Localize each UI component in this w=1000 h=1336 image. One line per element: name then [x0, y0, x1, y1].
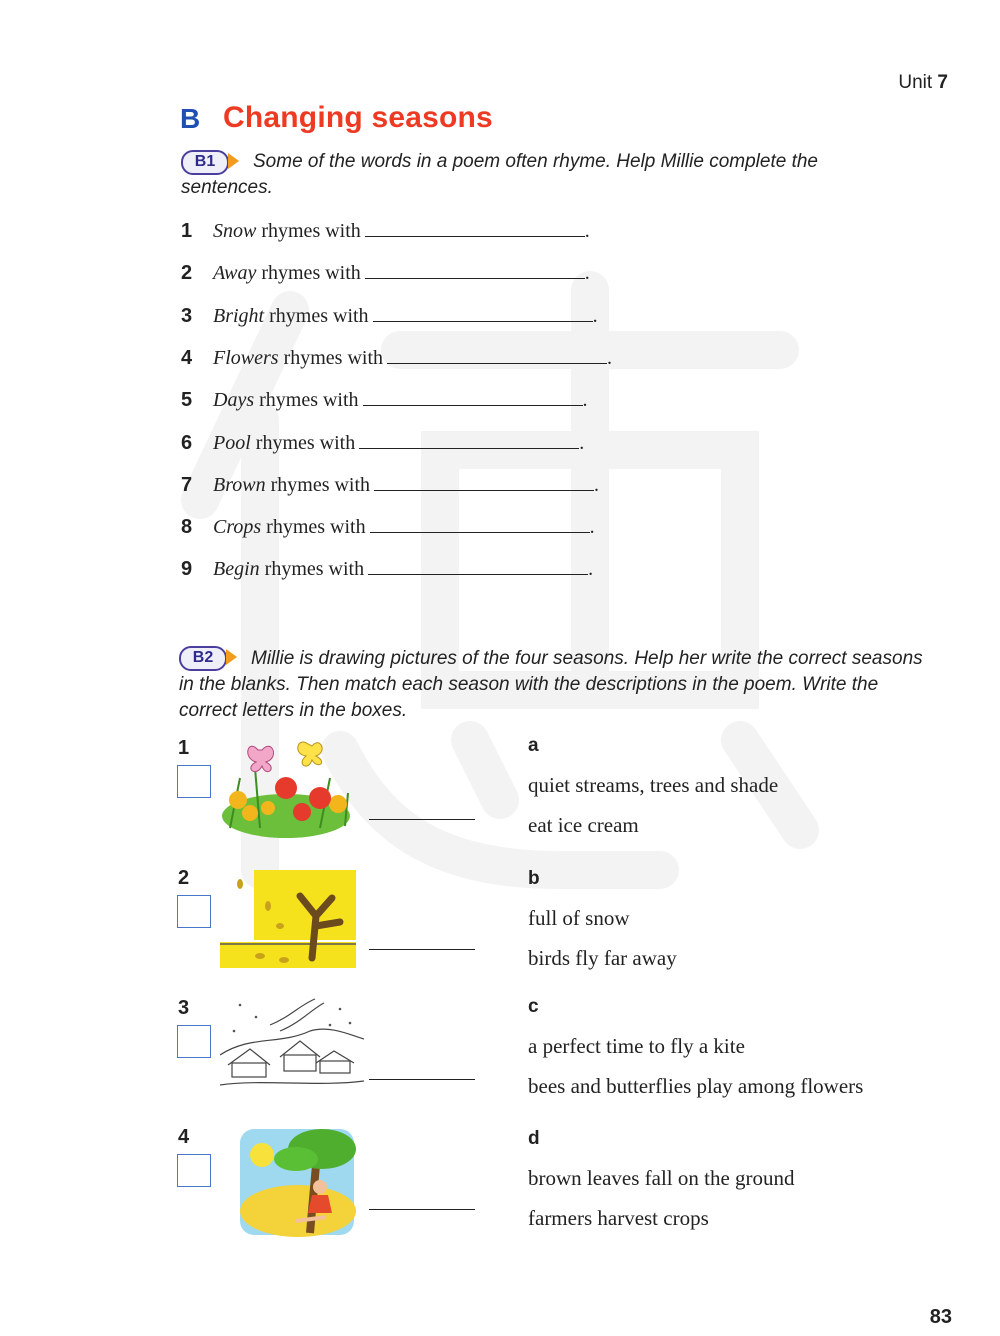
b1-instruction: Some of the words in a poem often rhyme. Help Millie complete the sentences.	[181, 151, 818, 198]
answer-blank[interactable]	[365, 218, 585, 237]
season-blank-2[interactable]	[369, 949, 475, 950]
description-letter-d: d	[528, 1128, 540, 1149]
sentence-period: .	[584, 220, 590, 242]
description-letter-b: b	[528, 868, 540, 889]
exercise-number: 8	[181, 516, 193, 538]
description-b-line-2: birds fly far away	[528, 946, 677, 970]
exercise-number: 1	[181, 220, 193, 242]
exercise-row-2	[181, 260, 590, 285]
exercise-row-8	[181, 514, 595, 539]
season-blank-4[interactable]	[369, 1209, 475, 1210]
sentence-period: .	[594, 474, 600, 496]
b1-badge: B1	[181, 150, 229, 175]
sentence-period: .	[592, 305, 598, 327]
rhyme-word: Snow	[213, 220, 257, 242]
picture-number-1: 1	[178, 737, 190, 759]
page-number: 83	[929, 1306, 952, 1328]
rhymes-with-text: rhymes with	[266, 516, 366, 538]
unit-label	[898, 72, 948, 94]
picture-number-3: 3	[178, 997, 190, 1019]
description-d-line-2: farmers harvest crops	[528, 1206, 709, 1230]
exercise-row-3	[181, 303, 598, 328]
description-letter-a: a	[528, 735, 539, 756]
rhymes-with-text: rhymes with	[264, 558, 365, 580]
season-blank-1[interactable]	[369, 819, 475, 820]
answer-blank[interactable]	[359, 430, 579, 449]
exercise-row-6	[181, 430, 584, 455]
rhymes-with-text: rhymes with	[259, 389, 359, 411]
sentence-period: .	[579, 432, 585, 454]
rhyme-word: Bright	[213, 305, 265, 327]
rhyme-word: Begin	[213, 558, 260, 580]
rhymes-with-text: rhymes with	[269, 305, 369, 327]
rhyme-word: Pool	[213, 432, 251, 454]
answer-blank[interactable]	[368, 556, 588, 575]
exercise-number: 9	[181, 558, 193, 580]
answer-box-1[interactable]	[177, 765, 211, 798]
exercise-row-4	[181, 345, 612, 370]
answer-blank[interactable]	[365, 260, 585, 279]
answer-box-3[interactable]	[177, 1025, 211, 1058]
spring-flowers-butterflies-picture	[220, 738, 352, 838]
answer-blank[interactable]	[363, 387, 583, 406]
description-b-line-1: full of snow	[528, 906, 630, 930]
picture-number-2: 2	[178, 867, 190, 889]
rhymes-with-text: rhymes with	[261, 220, 361, 242]
autumn-tree-falling-leaves-picture	[220, 866, 356, 968]
sentence-period: .	[588, 558, 594, 580]
picture-number-4: 4	[178, 1126, 190, 1148]
sentence-period: .	[607, 347, 612, 369]
rhyme-word: Flowers	[213, 347, 279, 369]
description-a-line-2: eat ice cream	[528, 813, 639, 837]
answer-blank[interactable]	[387, 345, 607, 364]
exercise-row-5	[181, 387, 588, 412]
sentence-period: .	[582, 389, 588, 411]
unit-text: Unit	[898, 72, 933, 93]
exercise-number: 5	[181, 389, 193, 411]
rhymes-with-text: rhymes with	[255, 432, 356, 454]
answer-blank[interactable]	[374, 472, 594, 491]
exercise-number: 3	[181, 305, 193, 327]
unit-number: 7	[937, 72, 948, 93]
b2-instruction: Millie is drawing pictures of the four seasons. Help her write the correct seasons in the blanks. Then match each season with the descriptions in the poem. Write the correct letters in the boxes.	[179, 648, 923, 721]
exercise-number: 4	[181, 347, 193, 369]
rhyme-word: Days	[213, 389, 255, 411]
exercise-row-7	[181, 472, 599, 497]
description-c-line-2: bees and butterflies play among flowers	[528, 1074, 864, 1098]
rhyme-word: Crops	[213, 516, 262, 538]
exercise-row-1	[181, 218, 590, 243]
answer-blank[interactable]	[370, 514, 590, 533]
season-blank-3[interactable]	[369, 1079, 475, 1080]
description-a-line-1: quiet streams, trees and shade	[528, 773, 779, 797]
section-letter: B	[180, 103, 201, 134]
exercise-number: 6	[181, 432, 193, 454]
answer-box-4[interactable]	[177, 1154, 211, 1187]
summer-girl-under-tree-picture	[236, 1125, 356, 1240]
description-d-line-1: brown leaves fall on the ground	[528, 1166, 795, 1190]
b2-badge: B2	[179, 646, 227, 671]
section-title: Changing seasons	[223, 101, 493, 134]
description-c-line-1: a perfect time to fly a kite	[528, 1034, 745, 1058]
rhymes-with-text: rhymes with	[270, 474, 371, 496]
rhyme-word: Away	[213, 262, 257, 284]
sentence-period: .	[584, 262, 590, 284]
winter-snowy-village-picture	[220, 995, 364, 1095]
exercise-number: 2	[181, 262, 193, 284]
rhyme-word: Brown	[213, 474, 266, 496]
sentence-period: .	[589, 516, 595, 538]
description-letter-c: c	[528, 996, 539, 1017]
rhymes-with-text: rhymes with	[261, 262, 361, 284]
answer-blank[interactable]	[373, 303, 593, 322]
rhymes-with-text: rhymes with	[283, 347, 383, 369]
exercise-row-9	[181, 556, 593, 581]
answer-box-2[interactable]	[177, 895, 211, 928]
exercise-number: 7	[181, 474, 193, 496]
